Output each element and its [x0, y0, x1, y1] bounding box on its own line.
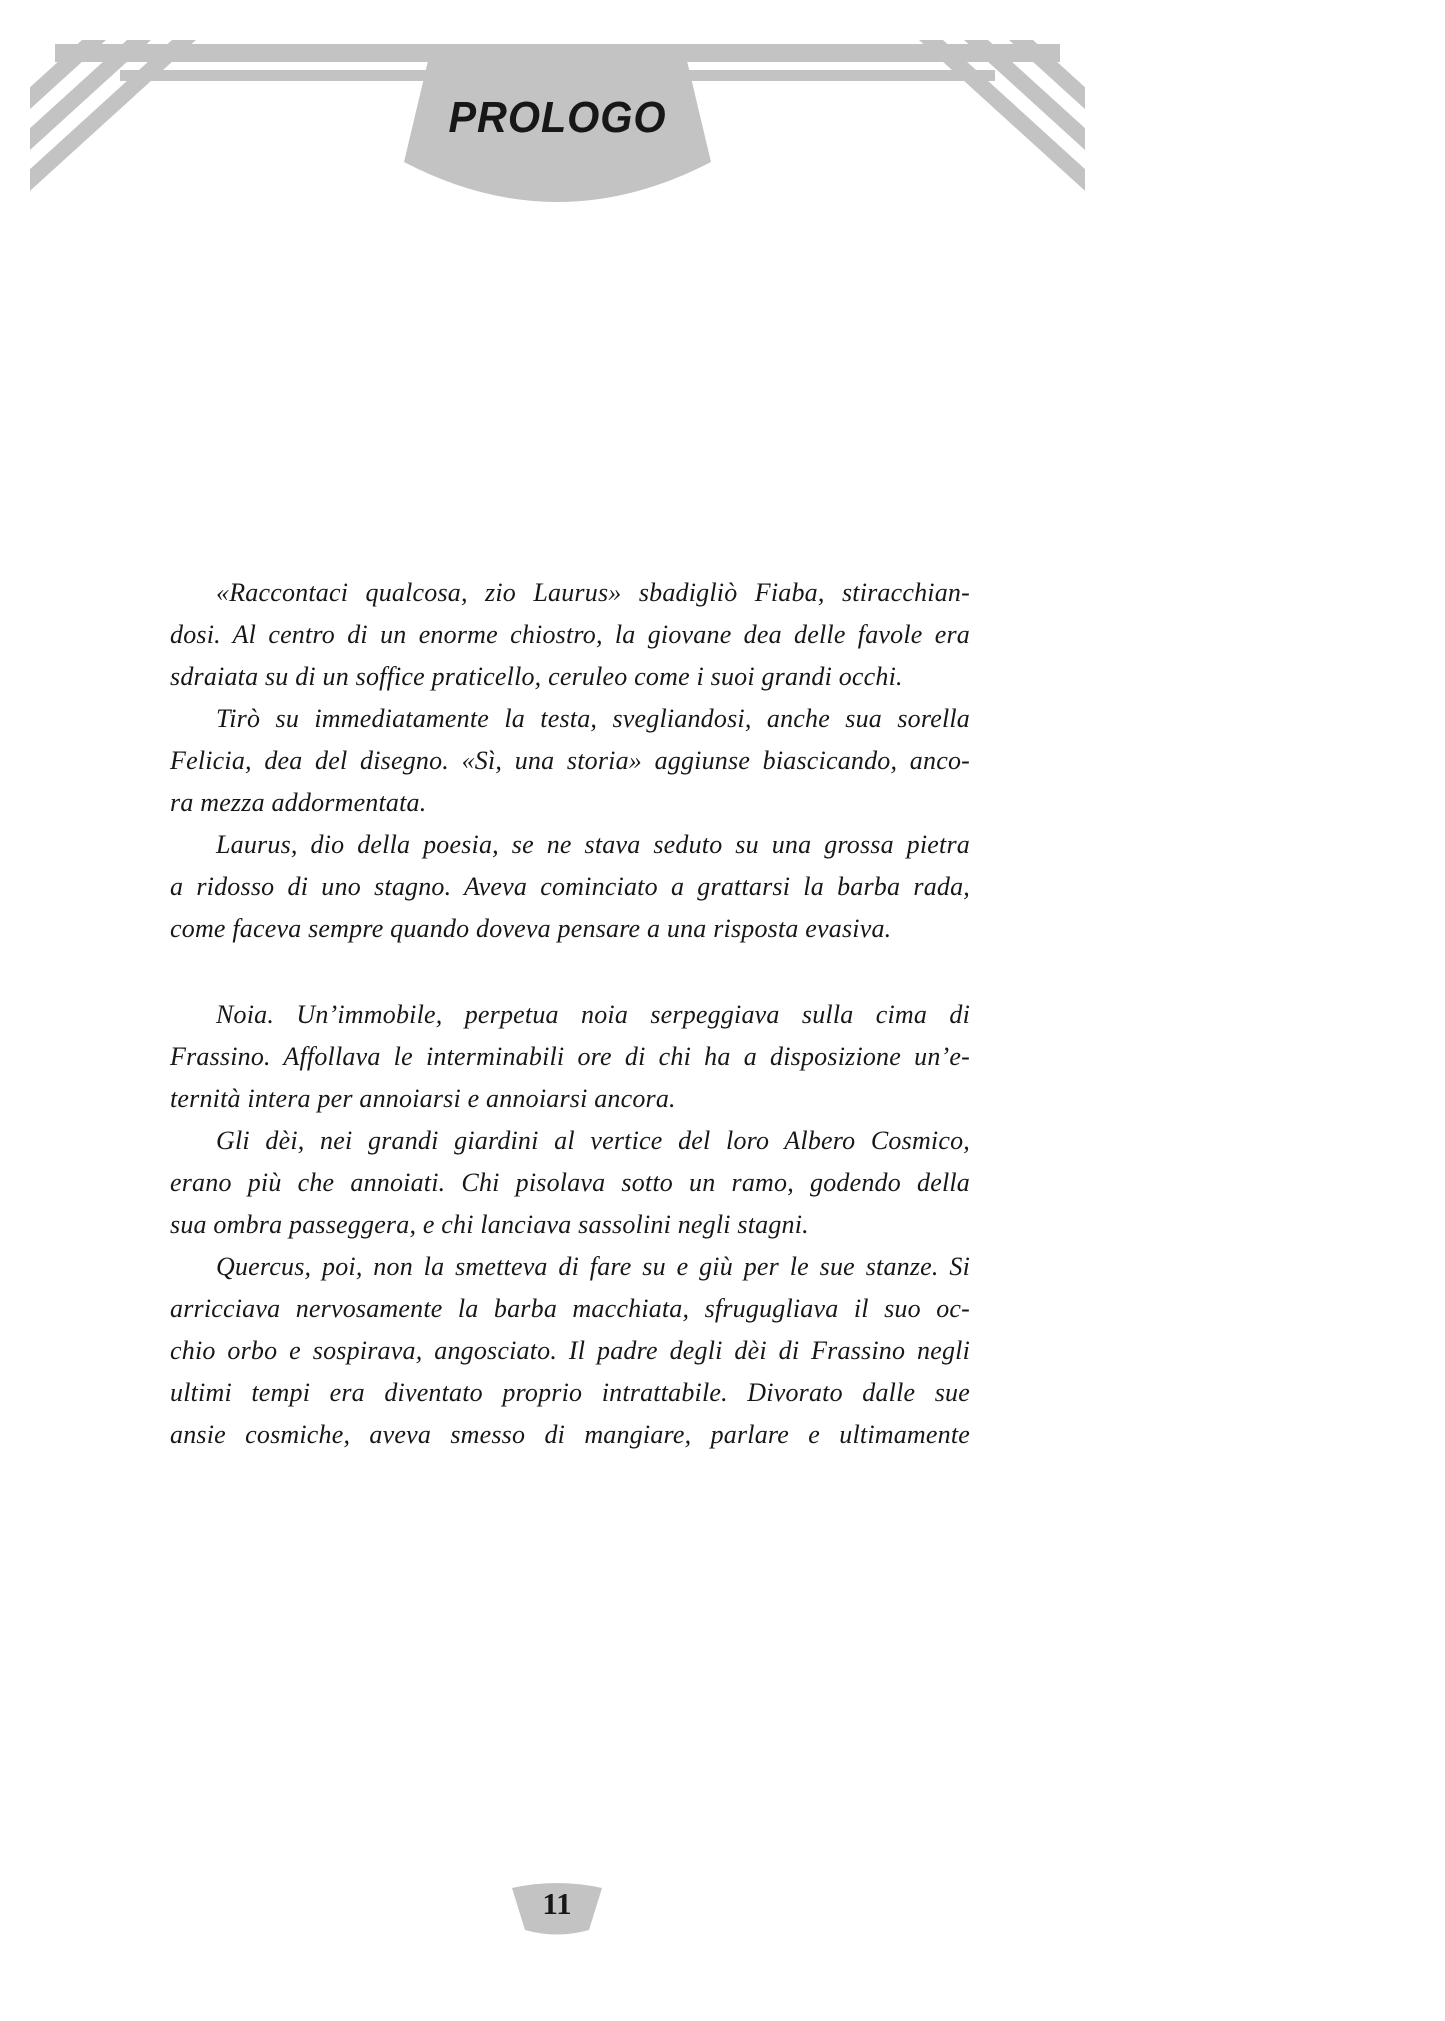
stripes-right: [683, 40, 1085, 200]
body-text: [170, 572, 970, 1456]
text-line: come faceva sempre quando doveva pensare a una risposta evasiva.: [170, 914, 892, 943]
text-line: Frassino. Affollava le interminabili ore di chi ha a disposizione un’e-: [170, 1042, 970, 1071]
page-number: 11: [542, 1886, 572, 1921]
text-line: chio orbo e sospirava, angosciato. Il padre degli dèi di Frassino negli: [170, 1336, 970, 1365]
paragraph: [170, 572, 970, 698]
text-line: Gli dèi, nei grandi giardini al vertice del loro Albero Cosmico,: [216, 1126, 970, 1155]
header-decoration: [30, 40, 1085, 250]
paragraph: [170, 698, 970, 824]
text-line: Noia. Un’immobile, perpetua noia serpeggiava sulla cima di: [216, 1000, 970, 1029]
text-line: ra mezza addormentata.: [170, 788, 427, 817]
text-line: sdraiata su di un soffice praticello, ceruleo come i suoi grandi occhi.: [170, 662, 903, 691]
chapter-title: PROLOGO: [448, 93, 667, 142]
paragraph: [170, 1120, 970, 1246]
text-line: Laurus, dio della poesia, se ne stava seduto su una grossa pietra: [216, 830, 970, 859]
text-line: ultimi tempi era diventato proprio intrattabile. Divorato dalle sue: [170, 1378, 970, 1407]
text-line: Felicia, dea del disegno. «Sì, una storia» aggiunse biascicando, anco-: [170, 746, 970, 775]
text-line: arricciava nervosamente la barba macchiata, sfrugugliava il suo oc-: [170, 1294, 970, 1323]
stripes-left: [30, 40, 432, 200]
text-line: ternità intera per annoiarsi e annoiarsi ancora.: [170, 1084, 676, 1113]
paragraph: [170, 1246, 970, 1456]
text-line: «Raccontaci qualcosa, zio Laurus» sbadigliò Fiaba, stiracchian-: [216, 578, 970, 607]
text-line: Quercus, poi, non la smetteva di fare su e giù per le sue stanze. Si: [216, 1252, 970, 1281]
text-line: a ridosso di uno stagno. Aveva cominciato a grattarsi la barba rada,: [170, 872, 970, 901]
text-line: sua ombra passeggera, e chi lanciava sassolini negli stagni.: [170, 1210, 809, 1239]
paragraph: [170, 994, 970, 1120]
text-line: ansie cosmiche, aveva smesso di mangiare, parlare e ultimamente: [170, 1420, 970, 1449]
text-line: erano più che annoiati. Chi pisolava sotto un ramo, godendo della: [170, 1168, 970, 1197]
text-line: Tirò su immediatamente la testa, svegliandosi, anche sua sorella: [216, 704, 970, 733]
paragraph: [170, 824, 970, 950]
text-line: dosi. Al centro di un enorme chiostro, la giovane dea delle favole era: [170, 620, 970, 649]
